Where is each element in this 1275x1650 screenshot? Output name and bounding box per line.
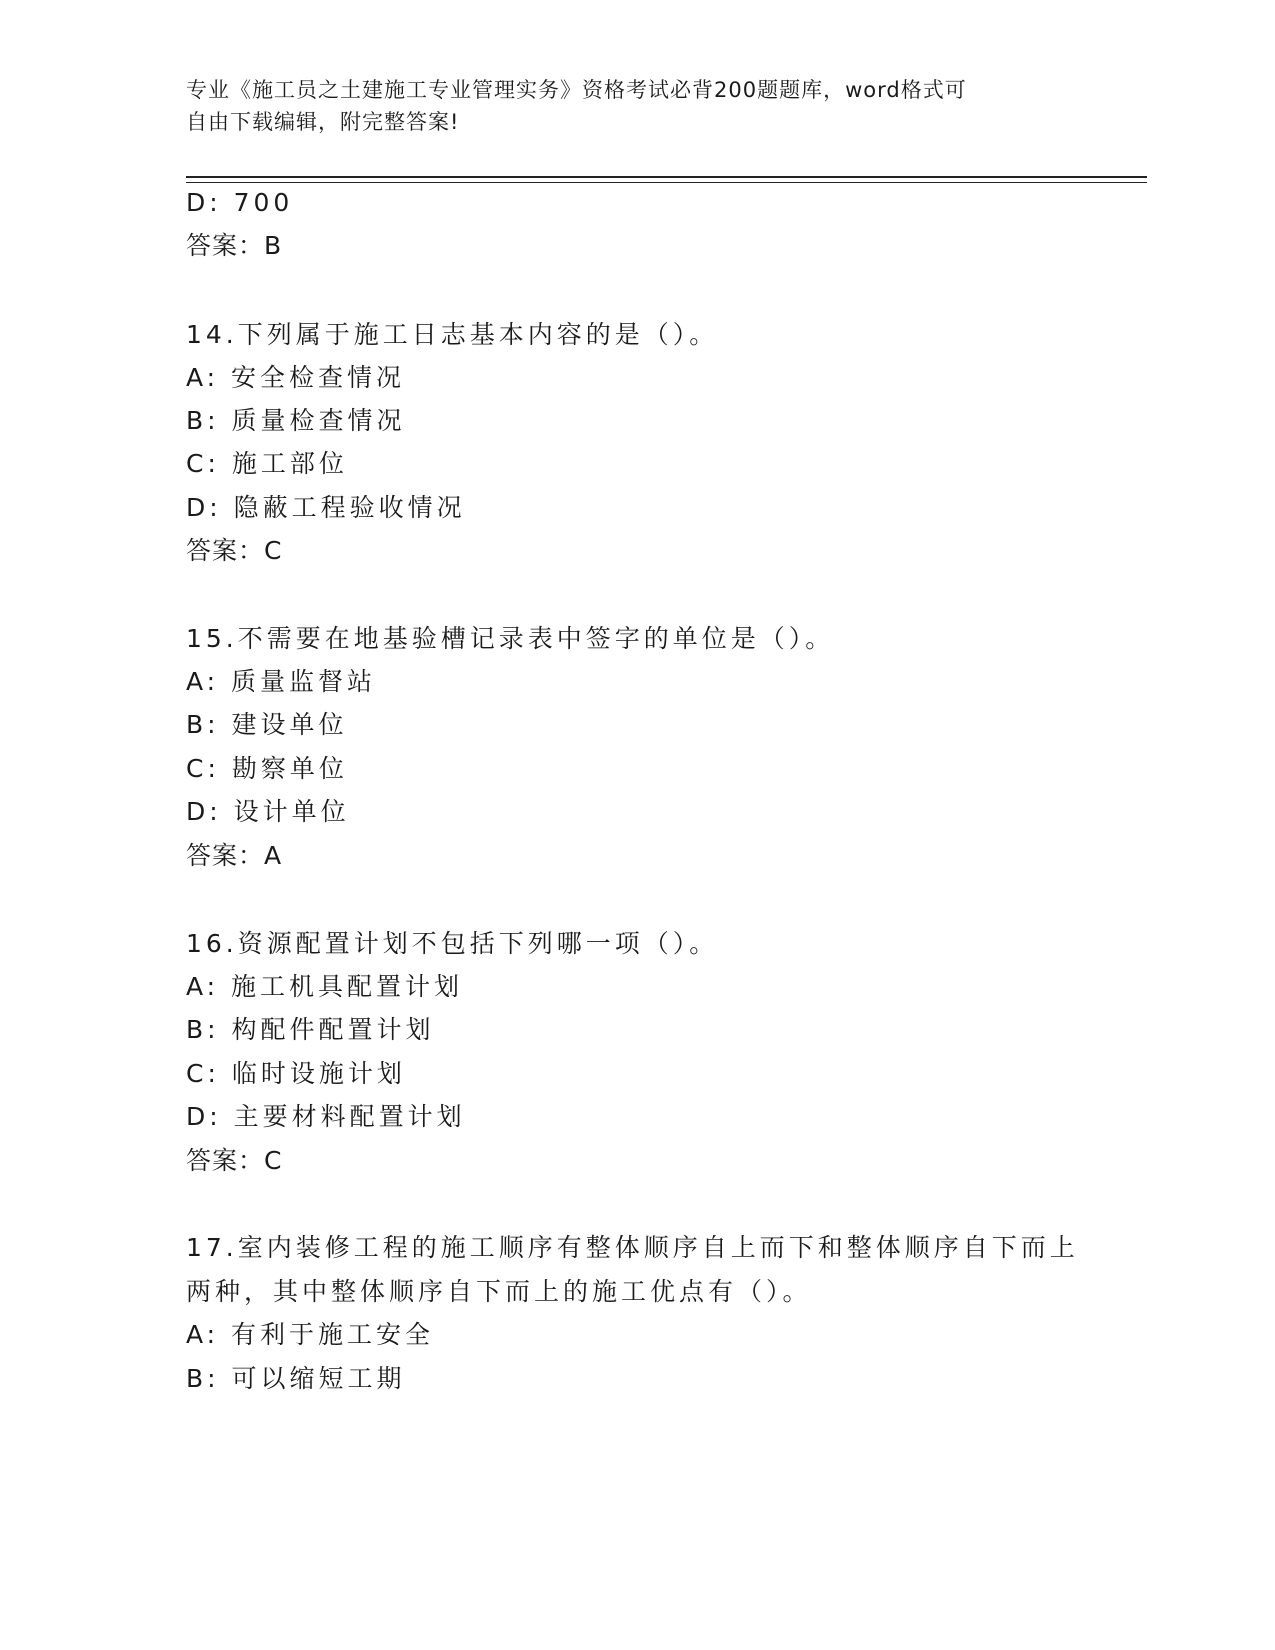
question-16-answer: 答案：C (186, 1146, 283, 1175)
question-16-option-d: D: 主要材料配置计划 (186, 1102, 466, 1131)
question-15-option-b: B: 建设单位 (186, 710, 348, 739)
prev-option-d: D: 700 (186, 188, 294, 217)
question-17-option-a: A: 有利于施工安全 (186, 1320, 435, 1349)
question-16-stem: 16.资源配置计划不包括下列哪一项（）。 (186, 929, 719, 958)
header-divider-thin (186, 182, 1147, 183)
question-15-option-d: D: 设计单位 (186, 797, 350, 826)
header-title-line-1: 专业《施工员之土建施工专业管理实务》资格考试必背200题题库，word格式可 (186, 78, 967, 102)
question-14-option-d: D: 隐蔽工程验收情况 (186, 493, 466, 522)
question-17-stem-line-2: 两种，其中整体顺序自下而上的施工优点有（）。 (186, 1277, 812, 1306)
question-16-option-b: B: 构配件配置计划 (186, 1015, 435, 1044)
prev-answer: 答案：B (186, 231, 283, 260)
question-14-option-a: A: 安全检查情况 (186, 363, 406, 392)
header-title-line-2: 自由下载编辑，附完整答案! (186, 110, 460, 134)
question-15-answer: 答案：A (186, 841, 283, 870)
question-17-stem-line-1: 17.室内装修工程的施工顺序有整体顺序自上而下和整体顺序自下而上 (186, 1233, 1079, 1262)
question-17-option-b: B: 可以缩短工期 (186, 1364, 406, 1393)
question-14-option-b: B: 质量检查情况 (186, 406, 406, 435)
question-15-stem: 15.不需要在地基验槽记录表中签字的单位是（）。 (186, 624, 835, 653)
question-16-option-a: A: 施工机具配置计划 (186, 972, 464, 1001)
question-15-option-a: A: 质量监督站 (186, 667, 377, 696)
question-15-option-c: C: 勘察单位 (186, 754, 348, 783)
document-header (186, 74, 1066, 138)
question-16-option-c: C: 临时设施计划 (186, 1059, 406, 1088)
header-divider-thick (186, 176, 1147, 178)
question-14-answer: 答案：C (186, 536, 283, 565)
question-14-stem: 14.下列属于施工日志基本内容的是（）。 (186, 320, 719, 349)
question-14-option-c: C: 施工部位 (186, 449, 348, 478)
